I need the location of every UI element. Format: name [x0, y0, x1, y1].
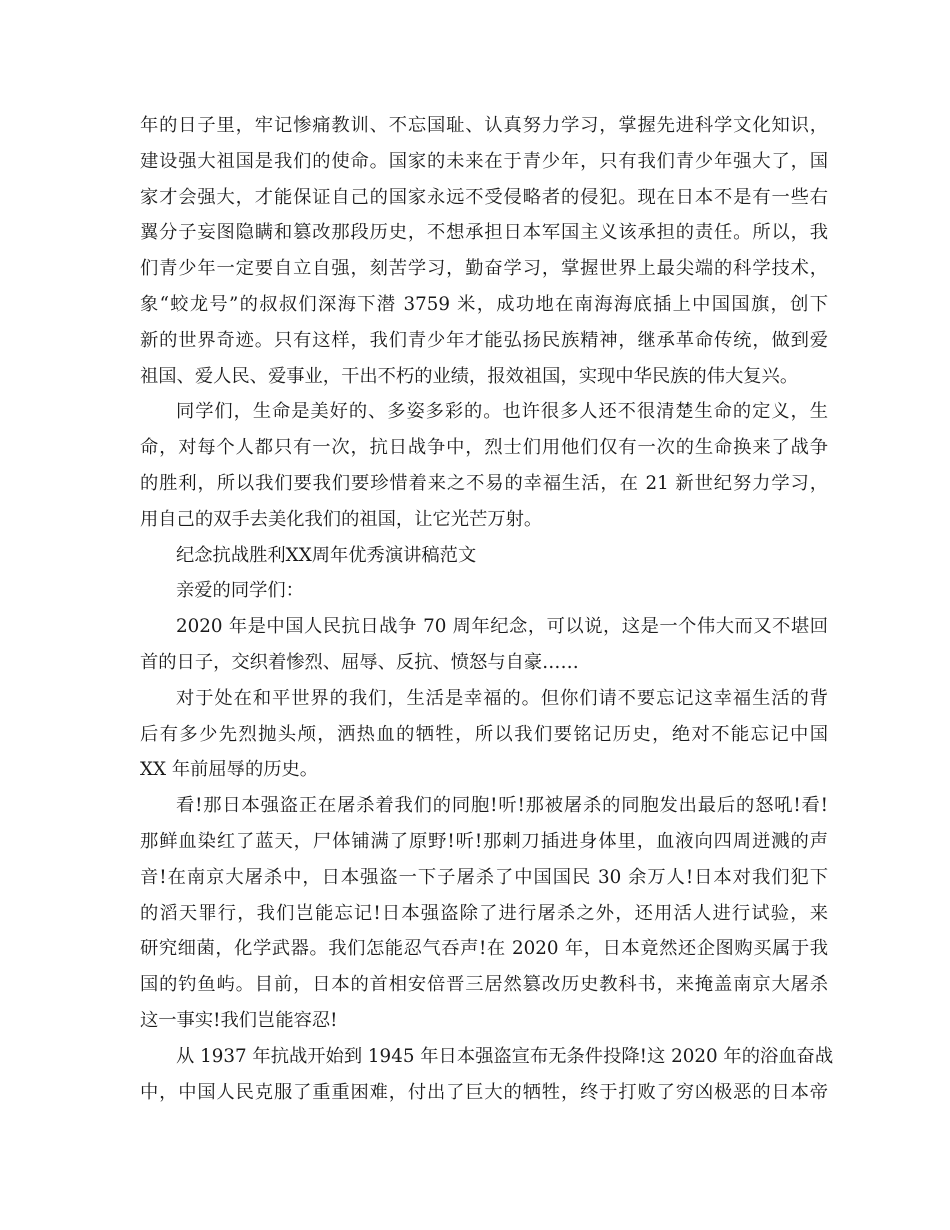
- document-page: [140, 108, 834, 1110]
- text-line: 研究细菌，化学武器。我们怎能忍气吞声!在 2020 年，日本竟然还企图购买属于我: [140, 938, 828, 960]
- text-line: 同学们，生命是美好的、多姿多彩的。也许很多人还不很清楚生命的定义，生: [176, 401, 828, 423]
- text-line: 的胜利，所以我们要我们要珍惜着来之不易的幸福生活，在 21 新世纪努力学习，: [140, 472, 828, 494]
- text-line: 首的日子，交织着惨烈、屈辱、反抗、愤怒与自豪……: [140, 651, 579, 673]
- text-line: 新的世界奇迹。只有这样，我们青少年才能弘扬民族精神，继承革命传统，做到爱: [140, 329, 828, 351]
- text-line: 国的钓鱼屿。目前，日本的首相安倍晋三居然篡改历史教科书，来掩盖南京大屠杀: [140, 974, 828, 996]
- text-line: 翼分子妄图隐瞒和篡改那段历史，不想承担日本军国主义该承担的责任。所以，我: [140, 222, 828, 244]
- text-line: 家才会强大，才能保证自己的国家永远不受侵略者的侵犯。现在日本不是有一些右: [140, 186, 828, 208]
- text-line: 年的日子里，牢记惨痛教训、不忘国耻、认真努力学习，掌握先进科学文化知识，: [140, 115, 828, 136]
- text-line: 这一事实!我们岂能容忍!: [140, 1009, 338, 1031]
- text-line: 音!在南京大屠杀中，日本强盗一下子屠杀了中国国民 30 余万人!日本对我们犯下: [140, 866, 828, 888]
- text-line: 们青少年一定要自立自强，刻苦学习，勤奋学习，掌握世界上最尖端的科学技术，: [140, 258, 828, 280]
- text-line: 那鲜血染红了蓝天，尸体铺满了原野!听!那刺刀插进身体里，血液向四周迸溅的声: [140, 830, 828, 852]
- text-line: 中，中国人民克服了重重困难，付出了巨大的牺牲，终于打败了穷凶极恶的日本帝: [140, 1081, 828, 1103]
- text-line: 亲爱的同学们：: [176, 580, 304, 602]
- text-line: 命，对每个人都只有一次，抗日战争中，烈士们用他们仅有一次的生命换来了战争: [140, 437, 828, 459]
- text-line: 从 1937 年抗战开始到 1945 年日本强盗宣布无条件投降!这 2020 年的浴血奋战: [176, 1045, 834, 1067]
- text-line: 的滔天罪行，我们岂能忘记!日本强盗除了进行屠杀之外，还用活人进行试验，来: [140, 902, 828, 924]
- text-line: 看!那日本强盗正在屠杀着我们的同胞!听!那被屠杀的同胞发出最后的怒吼!看!: [176, 795, 828, 817]
- text-line: 对于处在和平世界的我们，生活是幸福的。但你们请不要忘记这幸福生活的背: [176, 687, 828, 709]
- text-line: 纪念抗战胜利XX周年优秀演讲稿范文: [176, 544, 477, 566]
- text-line: 2020 年是中国人民抗日战争 70 周年纪念，可以说，这是一个伟大而又不堪回: [176, 616, 828, 638]
- text-line: 用自己的双手去美化我们的祖国，让它光芒万射。: [140, 508, 543, 530]
- text-line: 祖国、爱人民、爱事业，干出不朽的业绩，报效祖国，实现中华民族的伟大复兴。: [140, 365, 799, 387]
- text-line: 建设强大祖国是我们的使命。国家的未来在于青少年，只有我们青少年强大了，国: [140, 150, 828, 172]
- text-line: 后有多少先烈抛头颅，洒热血的牺牲，所以我们要铭记历史，绝对不能忘记中国: [140, 723, 828, 745]
- text-line: 象“蛟龙号”的叔叔们深海下潜 3759 米，成功地在南海海底插上中国国旗，创下: [140, 293, 828, 315]
- text-line: XX 年前屈辱的历史。: [140, 759, 319, 781]
